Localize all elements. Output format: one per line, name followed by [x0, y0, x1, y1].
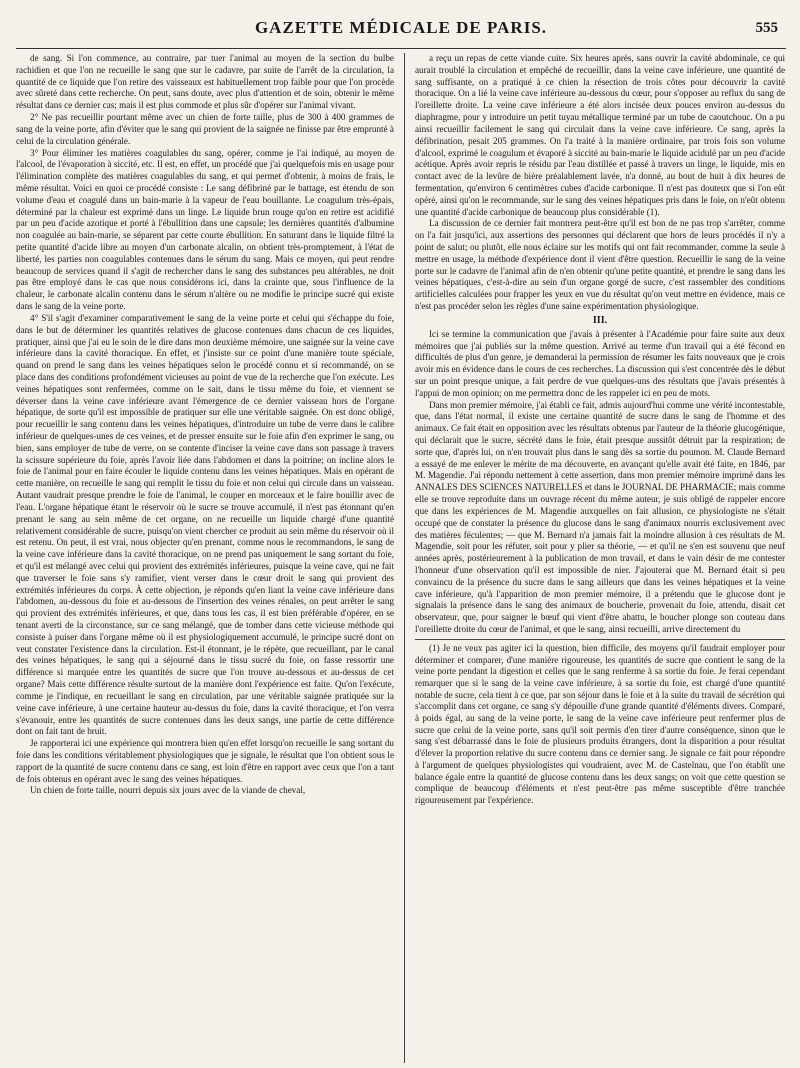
right-column: [404, 53, 785, 1063]
paragraph: Dans mon premier mémoire, j'ai établi ce fait, admis aujourd'hui comme une vérité incontestable, que, dans l'état normal, il existe une certaine quantité de sucre dans le sang de l'homme et des animaux. Ce fait était en opposition avec les résultats obtenus par l'auteur de la théorie glucogénique, qui déclarait que le sucre, sécrété dans le foie, était presque aussitôt détruit par la respiration; de sorte que, d'après lui, on n'en trouvait plus dans le sang dès sa sortie du poumon. M. Claude Bernard a essayé de me enlever le mérite de ma découverte, en avançant qu'elle avait été faite, en 1846, par M. Magendie. J'ai répondu nettement à cette assertion, dans mon premier mémoire imprimé dans les ANNALES DES SCIENCES NATURELLES et dans le JOURNAL DE PHARMACIE; mais comme elle se trouve reproduite dans un ouvrage récent du même auteur, je suis obligé de rappeler encore que dans les expériences de M. Magendie auxquelles on fait allusion, ce physiologiste ne s'était occupé que de constater la présence du glucose dans le sang d'animaux nourris exclusivement avec des matières féculentes; — que M. Bernard n'a jamais fait la moindre allusion à ces résultats de M. Magendie, soit pour les réfuter, soit pour y plier sa théorie, — et qu'il ne s'en est souvenu que neuf années après, postérieurement à la publication de mon travail, et dans le vain désir de me contester l'honneur d'une observation qu'il est impossible de nier. J'ajouterai que M. Bernard était si peu convaincu de la présence du sucre dans le sang ailleurs que dans les veines hépatiques et la veine cave inférieure, qu'à l'apparition de mon premier mémoire, il a prétendu que le glucose dont je signalais la présence dans le sang des animaux de boucherie, provenait du foie, attendu, disait cet observateur, que, pour saigner le bœuf qui vient d'être abattu, le boucher plonge son couteau dans l'oreillette droite du cœur de l'animal, et que le sang, ainsi recueilli, arrive directement du: [415, 399, 785, 634]
page-number: 555: [755, 20, 778, 36]
text-columns: [16, 53, 786, 1063]
footnote-divider: [415, 639, 785, 640]
paragraph: 2° Ne pas recueillir pourtant même avec un chien de forte taille, plus de 300 à 400 grammes de sang de la veine porte, afin d'éviter que le sang qui provient de la saignée ne finisse par être emprunté à celui de la circulation générale.: [16, 112, 394, 146]
paragraph: Ici se termine la communication que j'avais à présenter à l'Académie pour faire suite aux deux mémoires que j'ai publiés sur la même question. Arrivé au terme d'un travail qui a été fécond en difficultés de plus d'un genre, je demanderai la permission de résumer les faits nouveaux que je crois avoir mis en évidence dans le cours de ces recherches. La discussion qui s'est concentrée dès le début sur un point presque unique, a fait perdre de vue quelques-uns des résultats que j'avais présentés à l'appui de mon opinion; on me permettra donc de les rappeler ici en peu de mots.: [415, 328, 785, 398]
paragraph: Un chien de forte taille, nourri depuis six jours avec de la viande de cheval,: [30, 785, 306, 796]
paragraph: a reçu un repas de cette viande cuite. Six heures après, sans ouvrir la cavité abdominale, ce qui aurait troublé la circulation et empêché de recueillir, dans la veine cave inférieure, une quantité de sang suffisante, on a pratiqué à ce chien la résection de trois côtes pour découvrir la cavité thoracique. On a lié la veine cave inférieure au-dessous du cœur, pour s'opposer au reflux du sang de l'oreillette droite. La veine cave inférieure a été alors incisée deux pouces environ au-dessus du diaphragme, pour y introduire un petit tuyau métallique terminé par un tube de caoutchouc. On a pu ainsi recueillir facilement le sang qui circulait dans la veine cave inférieure. Ce sang, après la défibrination, pesait 205 grammes. On l'a traité à la manière ordinaire, par trois fois son volume d'alcool, exprimé le coagulum et évaporé à siccité au bain-marie le liquide acidulé par un peu d'acide acétique. Après avoir repris le résidu par l'eau distillée et passé à travers un linge, le liquide, mis en contact avec de la levûre de bière préalablement lavée, n'a donné, au bout de huit à dix heures de fermentation, qu'environ 6 centimètres cubes d'acide carbonique. Il n'est pas douteux que si l'on eût opéré, ainsi qu'on le recommande, sur le sang des veines hépatiques pris dans le foie, on n'eût obtenu une quantité d'acide carbonique de beaucoup plus considérable (1).: [415, 53, 785, 217]
journal-title: GAZETTE MÉDICALE DE PARIS.: [254, 18, 548, 37]
section-heading: III.: [592, 314, 608, 326]
paragraph: Je rapporterai ici une expérience qui montrera bien qu'en effet lorsqu'on recueille le sang sortant du foie dans les conditions véritablement physiologiques que je signale, le résultat que l'on obtient sous le rapport de la quantité de sucre contenu dans ce sang, est loin d'être en rapport avec ceux que l'on a tant de fois obtenus en opérant avec le sang des veines hépatiques.: [16, 738, 394, 784]
paragraph: de sang. Si l'on commence, au contraire, par tuer l'animal au moyen de la section du bulbe rachidien et que l'on ne recueille le sang que sur le cadavre, par suite de l'arrêt de la circulation, la quantité de ce liquide que l'on retire des vaisseaux est habituellement trop faible pour que l'on procède avec sûreté dans cette recherche. On peut, sans doute, avec plus d'attention et de soin, obtenir le même résultat dans ce dernier cas; mais il est plus commode et plus sûr d'opérer sur l'animal vivant.: [16, 53, 394, 111]
paragraph: 3° Pour éliminer les matières coagulables du sang, opérer, comme je l'ai indiqué, au moyen de l'alcool, de l'évaporation à siccité, etc. Il est, en effet, un procédé que j'ai quelquefois mis en usage pour l'élimination complète des matières coagulables du sang, et qui permet d'obtenir, à moins de frais, le même résultat. Voici en quoi ce procédé consiste : Le sang défibriné par le battage, est étendu de son volume d'eau et coagulé dans un bain-marie à la vapeur de l'eau bouillante. Le coagulum très-épais, déterminé par la chaleur est exprimé dans un linge. Le liquide brun rouge qu'on en retire est acidifié par un peu d'acide azotique et porté à l'ébullition dans une capsule; les dernières quantités d'albumine non coagulée au bain-marie, se séparent par cette courte ébullition. En saturant dans le liquide filtré la petite quantité d'acide libre au moyen d'un carbonate alcalin, on obtient très-promptement, à l'état de liberté, les parties non coagulables contenues dans le sérum du sang. Mais ce moyen, qui peut rendre beaucoup de services quand il s'agit de rechercher dans le sang des substances peu altérables, ne doit pas être employé dans le cas que nous considérons ici, dans la crainte que, sous l'influence de la chaleur, le carbonate alcalin contenu dans le sérum n'altère ou ne modifie le principe sucré qui existe dans le sang de la veine porte.: [16, 147, 394, 312]
paragraph: La discussion de ce dernier fait montrera peut-être qu'il est bon de ne pas trop s'arrêter, comme on l'a fait jusqu'ici, aux assertions des personnes qui déclarent que hors de leurs procédés il n'y a point de salut; ou plutôt, elle nous éclaire sur les motifs qui ont fait recommander, comme la seule à mettre en usage, la méthode d'expérience dont il vient d'être question. Recueillir le sang de la veine porte sur le cadavre de l'animal afin de n'en obtenir qu'une petite quantité, et prendre le sang dans les veines hépatiques, c'est-à-dire au sein d'un organe gorgé de sucre, c'est rassembler des conditions artificielles calculées pour frapper les yeux en vue du résultat qu'on veut mettre en évidence, mais ce n'est pas procéder selon les règles d'une saine expérimentation physiologique.: [415, 218, 785, 312]
footnote: (1) Je ne veux pas agiter ici la question, bien difficile, des moyens qu'il faudrait employer pour déterminer et comparer, d'une manière rigoureuse, les quantités de sucre que contient le sang de la veine porte pendant la digestion et celles que le sang renferme à sa sortie du foie. Je ferai cependant remarquer que si le sang de la veine cave inférieure, à sa sortie du foie, est chargé d'une quantité notable de sucre, cela tient à ce que, par son séjour dans le foie et à la suite du travail de sécrétion qui s'accomplit dans cet organe, ce sang s'y dépouille d'une grande quantité d'éléments divers. Comparé, à poids égal, au sang de la veine porte, le sang de la veine cave inférieure peut renfermer plus de sucre que celui de la veine porte, sans qu'il soit permis d'en tirer d'autre conséquence, sinon que le sang s'est débarrassé dans le foie de plusieurs produits étrangers, dont la disparition a pour résultat d'élever la proportion relative du sucre contenu dans ce dernier sang. Je signale ce fait pour répondre à l'argument de quelques physiologistes qui voudraient, avec M. de Castelnau, que l'on établît une balance égale entre la quantité de glucose contenu dans les deux sangs; on voit que cette question se complique de beaucoup d'éléments et n'est peut-être pas même susceptible d'être tranchée rigoureusement par l'expérience.: [415, 642, 785, 805]
paragraph: 4° S'il s'agit d'examiner comparativement le sang de la veine porte et celui qui s'échappe du foie, dans le but de déterminer les quantités relatives de glucose contenues dans chacun de ces liquides, pratiquer, ainsi que j'ai eu le soin de le dire dans mon deuxième mémoire, une saignée sur la veine cave inférieure dans la cavité thoracique. En effet, et j'insiste sur ce point d'une manière toute spéciale, quand on prend le sang dans les veines hépatiques selon le procédé connu et si recommandé, on se place dans des conditions profondément vicieuses au point de vue de la recherche que l'on exécute. Les veines hépatiques sont renfermées, comme on le sait, dans le tissu même du foie, et viennent se déverser dans la veine cave inférieure avant l'émergence de ce dernier vaisseau hors de l'organe hépatique, de sorte qu'il est impossible de pratiquer sur elle une véritable saignée. On est donc obligé, pour recueillir le sang contenu dans les veines hépatiques, d'introduire un tube de verre dans le calibre inférieur de quelques-unes de ces veines, et de presser ensuite sur le foie afin d'en exprimer le sang, ou bien, sans employer de tube de verre, on se contente d'inciser la veine cave dans son passage à travers la scissure supérieure du foie, après l'avoir liée dans l'abdomen et dans la poitrine; on incline alors le foie de l'animal pour en faire écouler le liquide contenu dans les veines hépatiques. Mais en opérant de cette manière, on recueille le sang qui remplit le tissu du foie et non celui qui circule dans un vaisseau. Autant vaudrait presque prendre le foie de l'animal, le couper en morceaux et le faire bouillir avec de l'eau. L'organe hépatique étant le réservoir où le sucre se trouve accumulé, il n'est pas étonnant qu'en prenant le sang au sein même de cet organe, on ne recueille un liquide chargé d'une quantité relativement considérable de sucre, puisqu'on vient chercher ce produit au sein même du réservoir où il est retenu. On peut, il est vrai, nous objecter qu'en prenant, comme nous le recommandons, le sang de la veine cave inférieure dans la cavité thoracique, on ne prend pas uniquement le sang sortant du foie, et qu'il est mélangé avec celui qui provient des extrémités inférieures, puisque la veine cave, qui ne fait que traverser le foie sans s'y ramifier, vient verser dans le cœur droit le sang qui provient des extrémités inférieures du corps. À cette objection, je réponds qu'en liant la veine cave inférieure dans l'abdomen, au-dessous du foie et au-dessous de l'insertion des veines rénales, on peut arrêter le sang qui provient des extrémités inférieures, et que, dans tous les cas, il est bien préférable d'opérer, en se tenant averti de la circonstance, sur ce sang mélangé, que de tomber dans cette vicieuse méthode qui consiste à puiser dans l'organe même où il est physiologiquement accumulé, le principe sucré dont on veut constater l'existence dans la circulation. Est-il étonnant, je le répète, que recueillant, par le canal des veines hépatiques, le sang qui a séjourné dans le tissu sucré du foie, on fasse ressortir une différence si marquée entre les quantités de sucre que l'on trouve au-dessous et au-dessus de cet organe? Mais cette différence résulte surtout de la manière dont l'expérience est faite. Qu'on l'exécute, comme je l'indique, en recueillant le sang en circulation, par une véritable saignée pratiquée sur la veine cave inférieure, à une certaine hauteur au-dessus du foie, dans la cavité thoracique, et l'on verra s'évanouir, entre les quantités de sucre contenues dans les deux sangs, une partie de cette différence dont on fait tant de bruit.: [16, 312, 394, 737]
page-header: [16, 8, 786, 49]
left-column: [16, 53, 394, 1063]
